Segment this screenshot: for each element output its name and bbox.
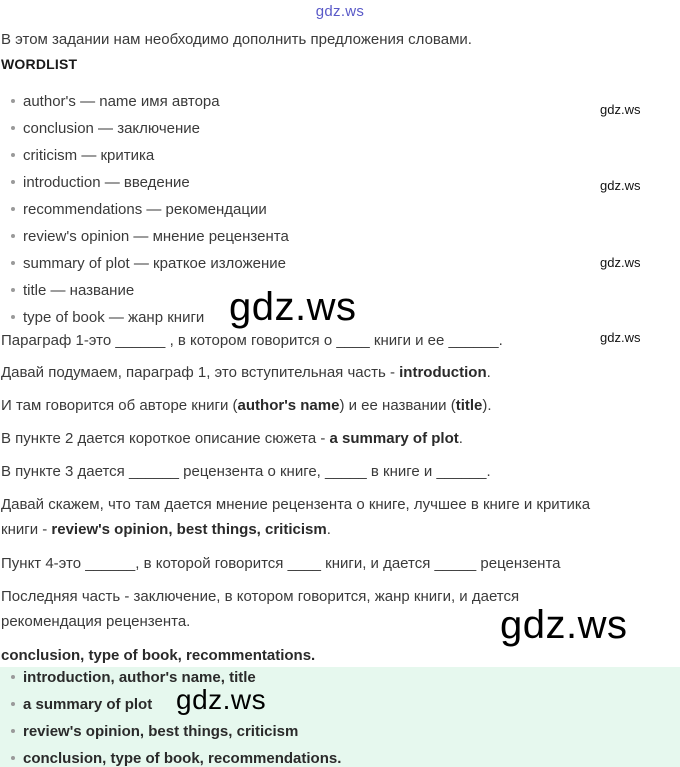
watermark-top: gdz.ws <box>315 3 365 20</box>
paragraph-3: И там говорится об авторе книги (author's name) и ее названии (title). <box>1 397 492 414</box>
answer-item: a summary of plot <box>11 696 152 713</box>
bullet-icon <box>11 99 15 103</box>
bullet-icon <box>11 180 15 184</box>
list-item: author's — name имя автора <box>11 93 220 110</box>
paragraph-8-line-2: рекомендация рецензента. <box>1 613 191 630</box>
bullet-icon <box>11 207 15 211</box>
list-item: summary of plot — краткое изложение <box>11 255 286 272</box>
list-item: conclusion — заключение <box>11 120 200 137</box>
watermark: gdz.ws <box>229 285 357 329</box>
paragraph-8-line-1: Последняя часть - заключение, в котором говорится, жанр книги, и дается <box>1 588 520 605</box>
wordlist-heading: WORDLIST <box>1 56 78 72</box>
list-item: recommendations — рекомендации <box>11 201 267 218</box>
watermark: gdz.ws <box>176 684 267 715</box>
paragraph-1: Параграф 1-это ______ , в котором говорится о ____ книги и ее ______. <box>1 332 503 349</box>
answer-item: introduction, author's name, title <box>11 669 256 686</box>
list-item: criticism — критика <box>11 147 154 164</box>
watermark: gdz.ws <box>600 102 641 117</box>
bullet-icon <box>11 729 15 733</box>
paragraph-9: conclusion, type of book, recommentations. <box>1 647 316 664</box>
watermark: gdz.ws <box>500 603 628 647</box>
watermark: gdz.ws <box>600 178 641 193</box>
watermark: gdz.ws <box>600 330 641 345</box>
paragraph-4: В пункте 2 дается короткое описание сюжета - a summary of plot. <box>1 430 463 447</box>
bullet-icon <box>11 756 15 760</box>
list-item: review's opinion — мнение рецензента <box>11 228 289 245</box>
paragraph-2: Давай подумаем, параграф 1, это вступительная часть - introduction. <box>1 364 491 381</box>
bullet-icon <box>11 315 15 319</box>
intro-text: В этом задании нам необходимо дополнить предложения словами. <box>1 31 472 48</box>
list-item: title — название <box>11 282 134 299</box>
bullet-icon <box>11 675 15 679</box>
paragraph-6-line-1: Давай скажем, что там дается мнение рецензента о книге, лучшее в книге и критика <box>1 496 591 513</box>
bullet-icon <box>11 153 15 157</box>
answer-item: review's opinion, best things, criticism <box>11 723 298 740</box>
paragraph-7: Пункт 4-это ______, в которой говорится ____ книги, и дается _____ рецензента <box>1 555 561 572</box>
bullet-icon <box>11 702 15 706</box>
paragraph-6-line-2: книги - review's opinion, best things, criticism. <box>1 521 331 538</box>
list-item: type of book — жанр книги <box>11 309 204 326</box>
bullet-icon <box>11 261 15 265</box>
watermark: gdz.ws <box>600 255 641 270</box>
list-item: introduction — введение <box>11 174 190 191</box>
paragraph-5: В пункте 3 дается ______ рецензента о книге, _____ в книге и ______. <box>1 463 491 480</box>
answer-item: conclusion, type of book, recommendations. <box>11 750 341 767</box>
bullet-icon <box>11 288 15 292</box>
bullet-icon <box>11 234 15 238</box>
bullet-icon <box>11 126 15 130</box>
